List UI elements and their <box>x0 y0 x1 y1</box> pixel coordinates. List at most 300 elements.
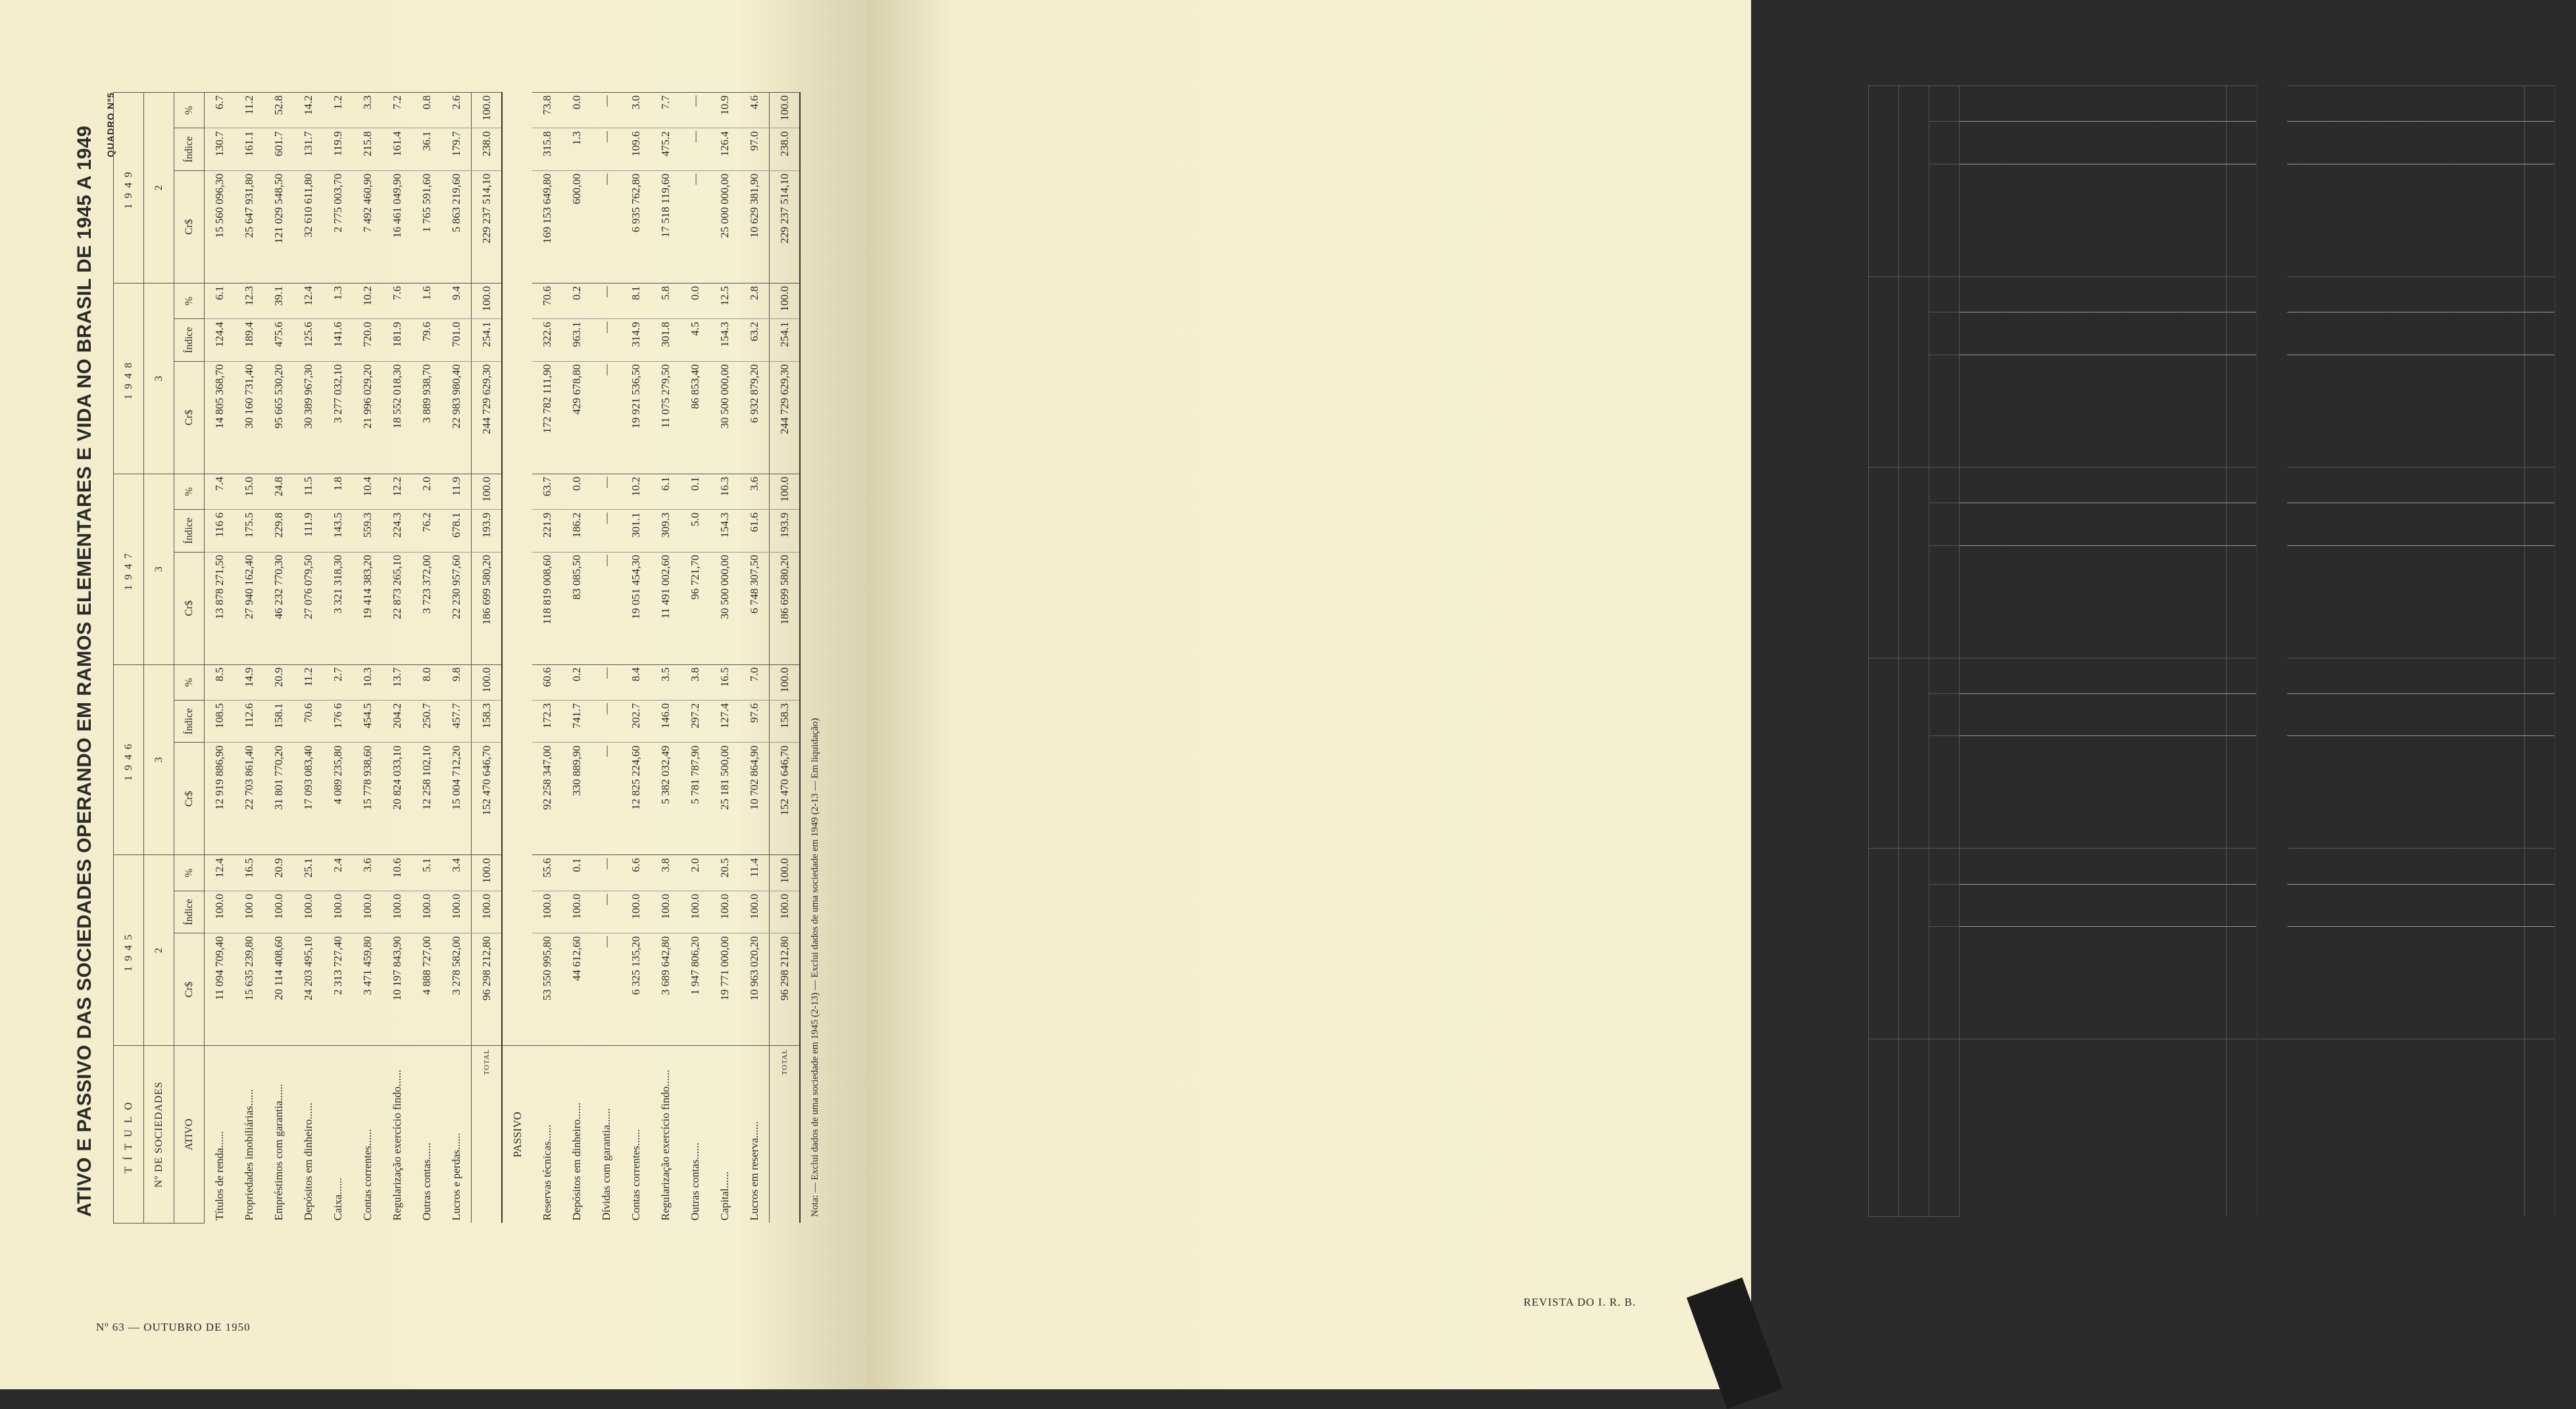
value-indice: 137.5 <box>2048 503 2078 545</box>
value-crs: 6 932 879,20 <box>747 364 760 423</box>
total-label: TOTAL <box>2227 1039 2258 1217</box>
value-indice: 228.5 <box>2435 693 2465 735</box>
table-note: Nota: — Exclui dados de uma sociedade em 1945 (2-13) — Exclui dados de uma sociedade em 1949 (2-13 — Em liquidação) <box>810 718 820 1217</box>
total-row <box>472 93 503 1224</box>
value-crs: 69 966,60 <box>2204 929 2217 975</box>
value-indice: 100.0 <box>651 891 680 933</box>
value-crs: 17 093 083,40 <box>301 745 314 810</box>
value-crs: 24 857 705,90 <box>2414 357 2427 422</box>
value-indice: 100.0 <box>2435 884 2465 926</box>
value-indice: 114.3 <box>1989 503 2019 545</box>
value-indice: 100.0 <box>293 891 323 933</box>
total-crs: 128 530 913,90 <box>2525 164 2556 276</box>
value-pct: — <box>2346 467 2376 503</box>
value-crs: 19 414 383,20 <box>360 555 374 620</box>
value-indice: 130.7 <box>205 128 235 170</box>
value-indice: 187.2 <box>2137 503 2167 545</box>
value-crs: 9 889 050,20 <box>2384 548 2397 607</box>
value-pct: 14.2 <box>293 93 323 128</box>
row-label: Contas correntes...... <box>2108 1039 2137 1217</box>
total-indice: 176.4 <box>2525 122 2556 164</box>
row-label: Outras contas...... <box>2435 1039 2465 1217</box>
value-crs: 2 775 003,70 <box>331 173 344 233</box>
total-crs: 244 729 629,30 <box>770 361 801 474</box>
section-ativo-label: ATIVO <box>174 1046 205 1224</box>
value-crs: 17 518 119,60 <box>658 173 672 237</box>
value-indice: 229.8 <box>264 510 293 552</box>
value-pct: 9.6 <box>1989 276 2019 312</box>
row-label: Capital...... <box>710 1046 739 1224</box>
total-pct: 100.0 <box>472 283 503 318</box>
table-row <box>1989 86 2019 1217</box>
value-pct: 14.6 <box>1960 849 1990 884</box>
value-crs: 10 197 843,90 <box>390 936 403 1001</box>
table-row <box>2196 86 2227 1217</box>
table-row <box>710 93 739 1224</box>
value-indice: 100.0 <box>353 891 382 933</box>
section-passivo-label: PASSIVO <box>2257 1039 2287 1217</box>
value-indice: 111.9 <box>293 510 323 552</box>
value-crs: 25 029 171,30 <box>2116 357 2129 422</box>
value-indice: 559.3 <box>353 510 382 552</box>
value-crs: 16 671 731,10 <box>2145 166 2158 232</box>
value-crs: 12 509 198,20 <box>2116 739 2129 804</box>
value-pct: 2.7 <box>2078 658 2108 693</box>
value-crs: 52 269 613,60 <box>2295 548 2308 613</box>
value-pct: — <box>591 474 621 509</box>
value-crs: 92 258 347,00 <box>540 745 553 810</box>
value-indice: 224.3 <box>382 510 412 552</box>
value-pct: 37.3 <box>2048 86 2078 122</box>
value-crs: 14 381 457,00 <box>1997 166 2010 232</box>
total-row <box>2227 86 2258 1217</box>
col-header-pct: % <box>174 664 205 700</box>
balance-table-ramos-elementares <box>113 92 801 1224</box>
value-pct: 15.4 <box>2108 849 2137 884</box>
table-row <box>2167 86 2196 1217</box>
total-pct: 100.0 <box>472 855 503 891</box>
value-indice: 513.1 <box>2019 503 2048 545</box>
value-crs: 15 778 938,60 <box>360 745 374 810</box>
value-indice: 112.6 <box>234 700 264 742</box>
section-spacer <box>2257 86 2287 1039</box>
value-crs: — <box>2204 357 2217 369</box>
total-crs: 101 598 820,00 <box>2525 736 2556 849</box>
value-pct: 16.4 <box>2137 467 2167 503</box>
value-pct: 13.8 <box>1960 86 1990 122</box>
value-crs: 95 665 530,20 <box>272 364 285 429</box>
value-indice: 100.0 <box>2108 884 2137 926</box>
value-pct: 2.5 <box>2078 849 2108 884</box>
table-row <box>562 93 591 1224</box>
total-crs: 186 699 580,20 <box>770 552 801 664</box>
total-crs: 115 499 340,80 <box>2227 545 2258 658</box>
value-pct: 14.9 <box>1960 658 1990 693</box>
header-n-value: 3 <box>144 664 174 855</box>
value-crs: 25 647 931,80 <box>242 173 255 238</box>
col-header-indice: Índice <box>1929 693 1960 735</box>
value-crs: 45 317 502,50 <box>2056 357 2069 422</box>
header-n-value: 3 <box>144 283 174 474</box>
value-crs: 30 500 000,00 <box>718 364 731 429</box>
value-crs: 169 153 649,80 <box>540 173 553 244</box>
total-indice: 238.0 <box>472 128 503 170</box>
value-pct: 11.4 <box>739 855 770 891</box>
value-crs: 21 985 312,40 <box>2116 166 2129 232</box>
col-header-indice: Índice <box>1929 312 1960 355</box>
total-pct: 100.0 <box>2227 86 2258 122</box>
value-crs: 19 044 944,50 <box>2502 739 2515 804</box>
value-crs: 17 757 514,30 <box>1968 166 1981 232</box>
value-indice: 146.0 <box>651 700 680 742</box>
value-pct: 63.7 <box>532 474 562 509</box>
value-indice: 133.9 <box>2494 693 2525 735</box>
total-pct: 100.0 <box>2525 658 2556 693</box>
header-n-value: 21 <box>1899 86 1929 277</box>
page-footer: REVISTA DO I. R. B. <box>1523 1296 1637 1308</box>
row-label: Empréstimos com garantia...... <box>2019 1039 2048 1217</box>
table-row <box>234 93 264 1224</box>
value-crs: 2 189 707,00 <box>2414 929 2427 989</box>
value-crs: 5 863 219,60 <box>449 173 462 233</box>
value-crs: 14 222 307,00 <box>2502 929 2515 994</box>
value-indice: 442.7 <box>2167 693 2196 735</box>
section-spacer <box>502 93 532 1046</box>
value-indice: 186.2 <box>562 510 591 552</box>
total-indice: 158.3 <box>770 700 801 742</box>
total-indice: 158.5 <box>2525 503 2556 545</box>
header-year: 1945 <box>1869 849 1899 1039</box>
value-pct: 14.8 <box>1960 467 1990 503</box>
value-pct: 4.6 <box>2376 86 2406 122</box>
value-crs: 25 000 000,00 <box>718 173 731 238</box>
value-crs: — <box>2204 739 2217 751</box>
value-indice: 176 6 <box>323 700 353 742</box>
value-crs: 2 050 000,00 <box>2027 166 2040 226</box>
value-indice: 678.1 <box>441 510 472 552</box>
value-pct: 0.1 <box>2196 849 2227 884</box>
value-indice: 152.6 <box>2137 693 2167 735</box>
row-label: Empréstimos com garantia...... <box>264 1046 293 1224</box>
row-label: Contas correntes...... <box>2376 1039 2406 1217</box>
value-indice: 188.8 <box>2287 312 2317 355</box>
value-indice: 125.6 <box>293 319 323 361</box>
value-crs: — <box>2204 166 2217 178</box>
value-indice: 95.3 <box>2078 503 2108 545</box>
value-pct: — <box>680 93 710 128</box>
value-indice: 181.9 <box>1960 312 1990 355</box>
value-crs: 321 000,00 <box>2027 929 2040 980</box>
value-pct: 19.4 <box>2406 467 2435 503</box>
total-indice: 100.0 <box>2227 884 2258 926</box>
header-year: 1947 <box>1869 467 1899 658</box>
value-crs: 22 703 861,40 <box>242 745 255 810</box>
value-indice: 199.3 <box>2137 312 2167 355</box>
value-indice: 301.8 <box>651 319 680 361</box>
value-pct: 12.5 <box>710 283 739 318</box>
value-indice: 457.7 <box>441 700 472 742</box>
value-indice: 107.9 <box>2494 503 2525 545</box>
value-indice: 741.7 <box>562 700 591 742</box>
value-indice: 211.6 <box>2167 312 2196 355</box>
value-pct: 7.4 <box>205 474 235 509</box>
value-indice: 720.0 <box>353 319 382 361</box>
total-crs: 152 470 646,70 <box>770 743 801 855</box>
value-pct: 1.6 <box>412 283 441 318</box>
value-crs: 6 935 762,80 <box>629 173 642 233</box>
value-crs: 12 258 102,10 <box>420 745 433 810</box>
value-indice: 1135.7 <box>2406 312 2435 355</box>
value-crs: 2 313 727,40 <box>331 936 344 995</box>
total-crs: 96 298 212,80 <box>770 933 801 1046</box>
total-crs: 115 499 340,80 <box>2525 545 2556 658</box>
total-crs: 244 729 629,30 <box>472 361 503 474</box>
value-indice: 221.1 <box>2494 122 2525 164</box>
value-crs: 10 705 332,00 <box>2473 166 2486 232</box>
table-row <box>353 93 382 1224</box>
value-crs: 1 310 000,00 <box>2027 357 2040 416</box>
value-pct: 20.5 <box>710 855 739 891</box>
total-pct: 100.0 <box>770 93 801 128</box>
value-pct: 0.2 <box>562 283 591 318</box>
value-indice: 231.8 <box>2167 122 2196 164</box>
value-indice: 70.6 <box>293 700 323 742</box>
value-crs: — <box>688 173 701 185</box>
page-footer: Nº 63 — OUTUBRO DE 1950 <box>96 1321 251 1333</box>
value-pct: — <box>2346 86 2376 122</box>
value-indice: 181.9 <box>382 319 412 361</box>
value-indice: 150.7 <box>2078 693 2108 735</box>
total-indice: 178.5 <box>2525 312 2556 355</box>
value-crs: 83 085,50 <box>570 555 583 600</box>
value-crs: 18 957 691,50 <box>2145 548 2158 613</box>
col-header-crs: Cr$ <box>174 170 205 283</box>
value-indice: 454.5 <box>353 700 382 742</box>
value-crs: 3 817 756,10 <box>2414 739 2427 798</box>
header-titulo: TÍTULO <box>114 1046 144 1224</box>
value-indice: 100.0 <box>2137 884 2167 926</box>
value-pct: 4.3 <box>2435 467 2465 503</box>
total-crs: 72 866 661,50 <box>2525 927 2556 1039</box>
value-indice: — <box>591 319 621 361</box>
value-pct: — <box>2346 276 2376 312</box>
value-indice: 167.4 <box>1960 122 1990 164</box>
value-pct: — <box>2317 849 2346 884</box>
value-crs: 29 114 820,40 <box>2056 929 2069 994</box>
section-ativo-label: ATIVO <box>1929 1039 1960 1217</box>
value-pct: 5.8 <box>651 283 680 318</box>
value-crs: 5 273 317,60 <box>2175 166 2188 226</box>
value-indice: 100.0 <box>264 891 293 933</box>
value-indice: — <box>2346 693 2376 735</box>
value-crs: — <box>2354 548 2367 560</box>
row-label: Títulos de renda...... <box>205 1046 235 1224</box>
value-indice: — <box>2196 122 2227 164</box>
value-crs: 27 738 012,30 <box>2502 357 2515 422</box>
value-crs: 330 889,90 <box>570 745 583 796</box>
value-crs: 25 181 500,00 <box>718 745 731 810</box>
value-pct: 1.9 <box>2078 86 2108 122</box>
value-pct: — <box>2317 467 2346 503</box>
value-pct: 19.1 <box>2406 276 2435 312</box>
table-row <box>441 93 472 1224</box>
value-pct: 70.6 <box>532 283 562 318</box>
value-pct: 0.2 <box>562 664 591 700</box>
total-indice: 193.9 <box>770 510 801 552</box>
value-crs: 4 962 530,80 <box>2443 548 2456 607</box>
value-pct: 7.7 <box>651 93 680 128</box>
value-pct: 0.1 <box>680 474 710 509</box>
value-pct: 3.3 <box>353 93 382 128</box>
value-indice: 100.0 <box>1960 884 1990 926</box>
value-pct: 4.6 <box>739 93 770 128</box>
value-indice: — <box>680 128 710 170</box>
value-crs: — <box>2325 166 2338 178</box>
total-indice: 100.0 <box>472 891 503 933</box>
total-crs: 229 237 514,10 <box>770 170 801 283</box>
value-pct: — <box>2196 658 2227 693</box>
header-n-value: 2 <box>144 93 174 284</box>
value-pct: 1.7 <box>2435 276 2465 312</box>
value-crs: 19 921 536,50 <box>629 364 642 429</box>
header-n-value: 22 <box>1899 467 1929 658</box>
value-crs: 2 740 451,70 <box>2086 739 2099 798</box>
total-pct: 100.0 <box>770 283 801 318</box>
col-header-crs: Cr$ <box>174 552 205 664</box>
table-title: ATIVO E PASSIVO DAS SOCIEDADES OPERANDO EM ACIDENTES DO TRABALHO NO BRASIL DE 1945 A 1949 <box>1829 152 1850 1210</box>
table-row <box>293 93 323 1224</box>
value-crs: 22 873 265,10 <box>390 555 403 620</box>
value-crs: 1 733 239,90 <box>2086 548 2099 607</box>
table-row <box>739 93 770 1224</box>
col-header-crs: Cr$ <box>174 743 205 855</box>
value-crs: 3 889 938,70 <box>420 364 433 423</box>
value-indice: 79.6 <box>412 319 441 361</box>
value-indice: 158.1 <box>264 700 293 742</box>
value-indice: 119.9 <box>323 128 353 170</box>
value-crs: 1 818 657,40 <box>2086 929 2099 989</box>
value-indice: 322.6 <box>532 319 562 361</box>
total-crs: 186 699 580,20 <box>472 552 503 664</box>
left-page <box>0 0 867 1389</box>
value-pct: 24.8 <box>264 474 293 509</box>
value-crs: 4 089 235,80 <box>331 745 344 804</box>
col-header-pct: % <box>174 474 205 509</box>
row-label: Regularização exercício findo...... <box>2406 1039 2435 1217</box>
value-pct: 0.0 <box>680 283 710 318</box>
row-label: Caixa...... <box>2078 1039 2108 1217</box>
value-pct: 20.3 <box>2435 658 2465 693</box>
value-pct: 20.9 <box>264 855 293 891</box>
value-indice: 126.4 <box>710 128 739 170</box>
value-pct: 4.1 <box>2167 86 2196 122</box>
value-crs: 5 382 032,49 <box>658 745 672 804</box>
row-label: Depósitos em dinheiro...... <box>293 1046 323 1224</box>
value-indice: 142.3 <box>1960 693 1990 735</box>
value-pct: 16.5 <box>234 855 264 891</box>
value-indice: 164.9 <box>2048 122 2078 164</box>
value-crs: 9 799 360,00 <box>2473 739 2486 798</box>
value-pct: 40.0 <box>2048 849 2078 884</box>
value-indice: 100.0 <box>739 891 770 933</box>
value-pct: 55.6 <box>532 855 562 891</box>
total-crs: 96 298 212,80 <box>472 933 503 1046</box>
value-pct: 8.4 <box>621 664 651 700</box>
col-header-indice: Índice <box>1929 503 1960 545</box>
total-pct: 100.0 <box>2227 849 2258 884</box>
value-indice: 1160.0 <box>2406 122 2435 164</box>
value-crs: 2 275 341,80 <box>2175 929 2188 989</box>
value-crs: 96 721,70 <box>688 555 701 600</box>
value-crs: 3 278 582,00 <box>449 936 462 995</box>
value-pct: 1.8 <box>323 474 353 509</box>
value-pct: 10.3 <box>353 664 382 700</box>
value-crs: — <box>599 745 612 757</box>
value-pct: 5.6 <box>1989 658 2019 693</box>
value-crs: 118 819 008,60 <box>540 555 553 625</box>
value-indice: 100.0 <box>621 891 651 933</box>
value-crs: 20 114 408,60 <box>272 936 285 1001</box>
header-n-sociedades: Nº DE SOCIEDADES <box>1899 1039 1929 1217</box>
value-indice: 195.8 <box>2108 122 2137 164</box>
value-pct: 20.3 <box>2108 467 2137 503</box>
value-indice: — <box>2317 884 2346 926</box>
value-indice: 222.9 <box>2108 312 2137 355</box>
value-pct: 1.5 <box>2078 467 2108 503</box>
value-indice: 164.6 <box>2137 122 2167 164</box>
value-indice: 141.6 <box>323 319 353 361</box>
total-indice: 158.3 <box>472 700 503 742</box>
value-pct: 8.5 <box>2465 276 2494 312</box>
row-label: Lucros e perdas...... <box>2196 1039 2227 1217</box>
value-indice: 100.0 <box>2494 884 2525 926</box>
value-pct: 7.0 <box>739 664 770 700</box>
value-pct: 8.0 <box>412 664 441 700</box>
value-pct: 0.0 <box>562 474 591 509</box>
value-indice: 638.6 <box>2019 122 2048 164</box>
table-row <box>205 93 235 1224</box>
value-crs: 20 642 955,90 <box>2443 739 2456 804</box>
value-indice: 161.4 <box>382 128 412 170</box>
table-row <box>2465 86 2494 1217</box>
value-crs: — <box>599 173 612 185</box>
value-pct: 16.5 <box>710 664 739 700</box>
left-rotated-content <box>74 92 820 1224</box>
value-pct: 60.6 <box>532 664 562 700</box>
value-pct: 5.8 <box>2376 276 2406 312</box>
table-row <box>532 93 562 1224</box>
value-pct: — <box>591 93 621 128</box>
value-pct: — <box>591 283 621 318</box>
value-indice: 150.4 <box>2287 693 2317 735</box>
value-crs: 7 950 582,00 <box>2384 929 2397 989</box>
value-indice: 100.0 <box>412 891 441 933</box>
value-indice: 215.8 <box>353 128 382 170</box>
value-indice: 97.6 <box>739 700 770 742</box>
value-indice: 100.0 <box>2346 884 2376 926</box>
table-row <box>382 93 412 1224</box>
value-crs: — <box>599 555 612 566</box>
value-pct: 16.3 <box>710 474 739 509</box>
col-header-pct: % <box>1929 658 1960 693</box>
value-indice: 189.4 <box>234 319 264 361</box>
value-crs: 16 461 049,90 <box>390 173 403 238</box>
value-pct: 41.2 <box>2287 849 2317 884</box>
value-crs: 9 177 500,00 <box>2473 929 2486 989</box>
value-indice: 116.6 <box>2465 122 2494 164</box>
value-indice: — <box>591 128 621 170</box>
col-header-indice: Índice <box>1929 884 1960 926</box>
